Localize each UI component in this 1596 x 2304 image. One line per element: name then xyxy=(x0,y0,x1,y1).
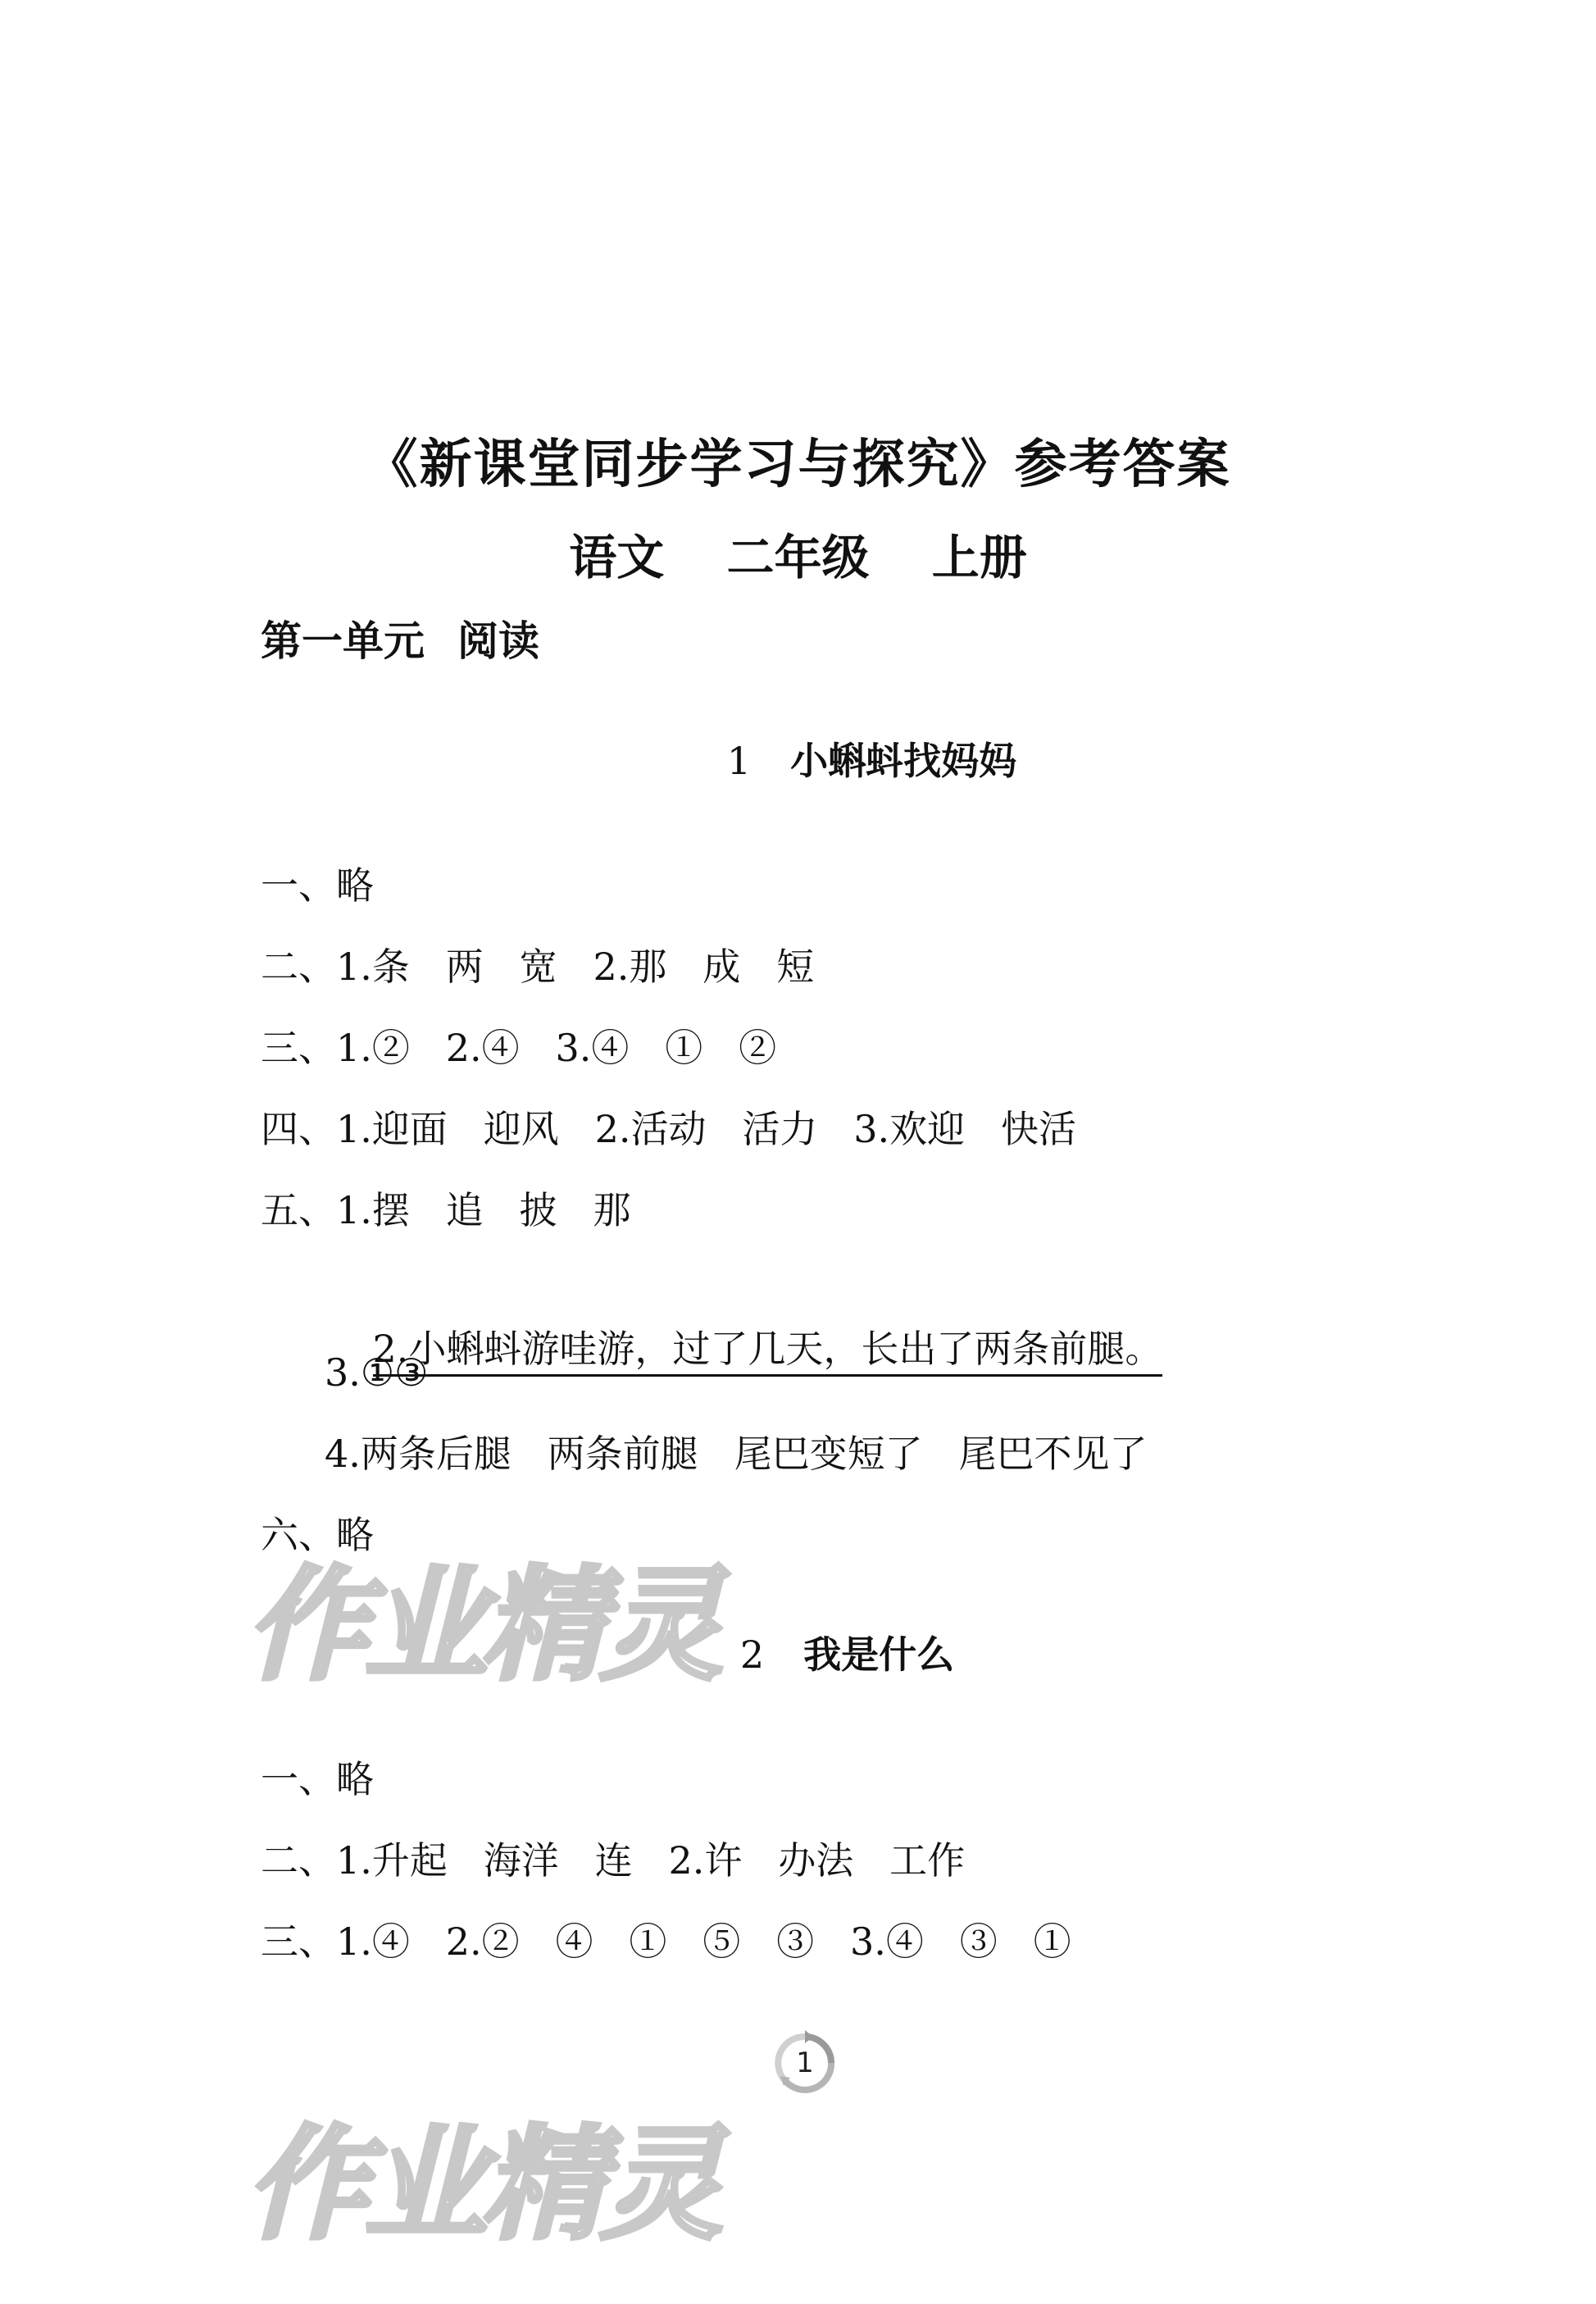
answer-line: 一、略 xyxy=(261,1757,374,1801)
lesson-number: 1 xyxy=(726,739,752,783)
answer-line: 二、1.升起 海洋 连 2.许 办法 工作 xyxy=(261,1838,966,1883)
unit-heading xyxy=(261,608,572,674)
lesson-heading-2 xyxy=(49,1626,1596,1683)
answer-line: 三、1.④ 2.② ④ ① ⑤ ③ 3.④ ③ ① xyxy=(261,1919,1071,1964)
page-number-badge xyxy=(772,2030,838,2096)
watermark-logo: 作业精灵 xyxy=(246,1555,719,1697)
lesson-heading-1 xyxy=(74,732,1596,790)
page-title: 《新课堂同步学习与探究》参考答案 xyxy=(365,434,1231,495)
underlined-answer: 2.小蝌蚪游哇游，过了几天，长出了两条前腿。 xyxy=(373,1327,1163,1377)
answer-line: 五、1.摆 追 披 那 xyxy=(261,1188,631,1232)
volume-label: 上册 xyxy=(931,530,1027,585)
answer-line: 一、略 xyxy=(261,863,374,908)
unit-name: 阅读 xyxy=(457,617,539,665)
answer-line: 4.两条后腿 两条前腿 尾巴变短了 尾巴不见了 xyxy=(325,1432,1148,1476)
page-subtitle xyxy=(0,525,1596,590)
answer-line: 二、1.条 两 宽 2.那 成 短 xyxy=(261,945,815,989)
lesson-number: 2 xyxy=(739,1632,765,1677)
answer-line-underlined xyxy=(325,1263,1162,1435)
subject-label: 语文 xyxy=(569,530,665,585)
answer-line: 三、1.② 2.④ 3.④ ① ② xyxy=(261,1026,777,1070)
unit-label: 第一单元 xyxy=(261,617,425,665)
answer-line: 六、略 xyxy=(261,1513,374,1557)
answer-line: 3.①③ xyxy=(325,1350,429,1395)
page-number: 1 xyxy=(796,2047,814,2079)
grade-label: 二年级 xyxy=(726,530,870,585)
lesson-title: 我是什么 xyxy=(803,1632,955,1677)
answer-line: 四、1.迎面 迎风 2.活动 活力 3.欢迎 快活 xyxy=(261,1107,1076,1151)
watermark-logo: 作业精灵 xyxy=(246,2114,719,2256)
lesson-title: 小蝌蚪找妈妈 xyxy=(790,739,1017,783)
